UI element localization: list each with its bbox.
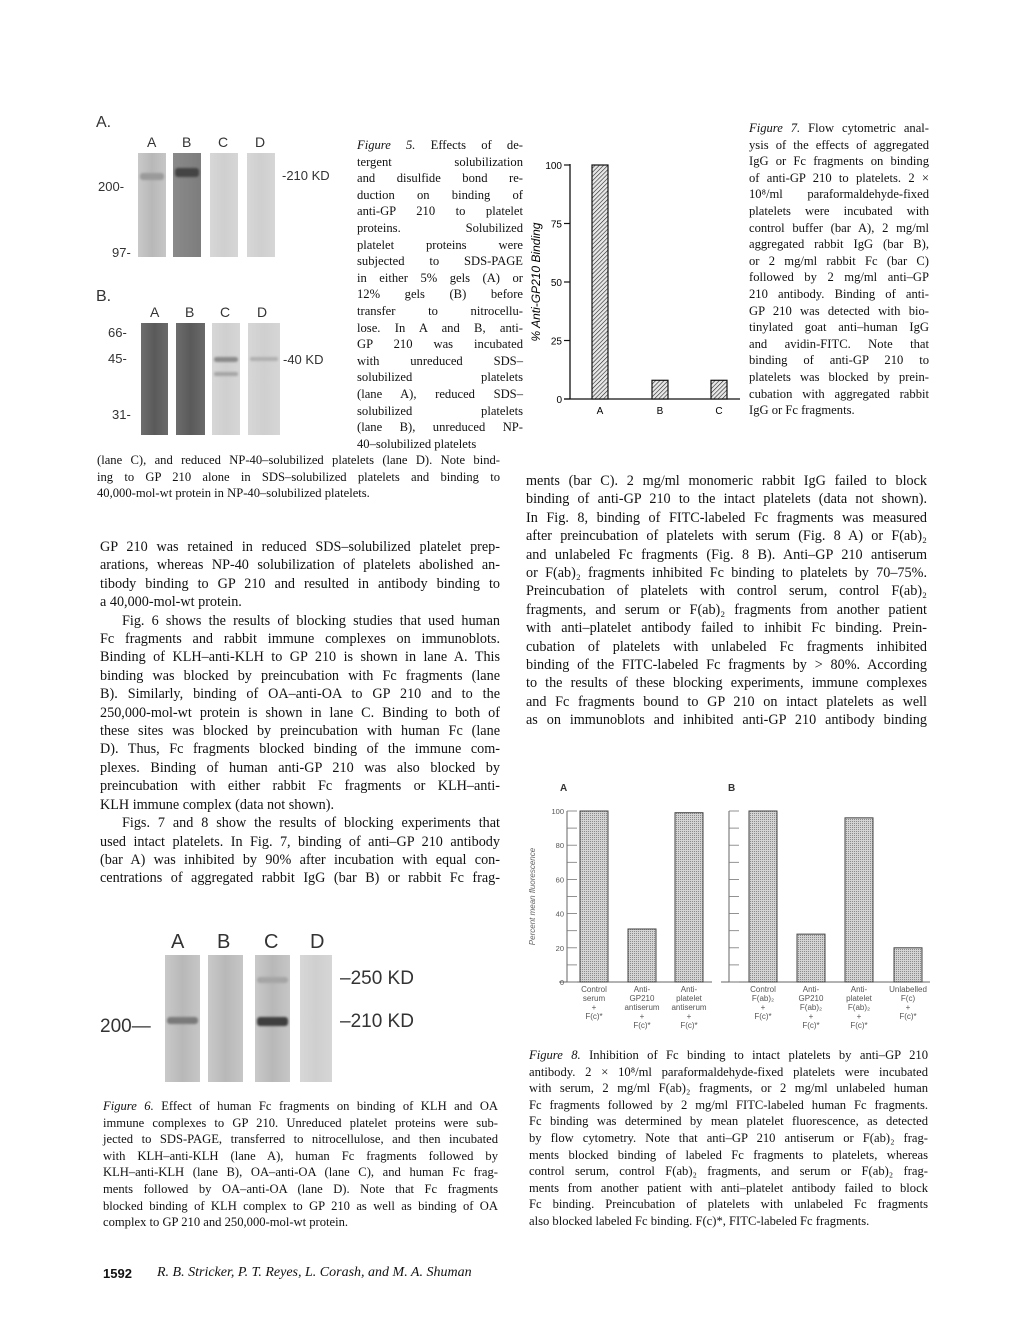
text-line: with unreduced SDS– [357, 353, 523, 368]
text-line: In Fig. 8, binding of FITC-labeled Fc fragments was measured [526, 509, 927, 526]
text-line: binding of anti-GP 210 to the intact platelets (data not shown). [526, 491, 927, 508]
text-line: (lane C), and reduced NP-40–solubilized platelets (lane D). Note bind- [97, 453, 500, 467]
text-line: ments blocked binding of labeled Fc fragments to platelets, whereas [529, 1147, 928, 1162]
text-line: in either 5% gels (A) or [357, 270, 523, 285]
x-tick-label: + [591, 1003, 597, 1012]
mw-marker: 200— [100, 1016, 151, 1037]
text-line: IgG or Fc fragments on binding [749, 154, 929, 169]
page-number: 1592 [103, 1266, 132, 1281]
x-tick-label: A [596, 406, 604, 417]
gel-lane [210, 153, 238, 257]
gel-lane [247, 153, 275, 257]
x-tick-label: Unlabelled [889, 985, 927, 994]
text-line: GP 210 was retained in reduced SDS–solubilized platelet prep- [100, 539, 500, 555]
text-line: after preincubation of platelets with serum (Fig. 8 A) or F(ab)₂ [526, 528, 927, 545]
text-line: plexes. Binding of human anti-GP 210 was also blocked by [100, 759, 500, 776]
x-tick-label: GP210 [629, 994, 655, 1003]
gel-lane [208, 955, 243, 1082]
bar [797, 934, 825, 982]
text-line: cubation of platelets with unlabeled Fc fragments inhibited [526, 638, 927, 655]
text-line: 40–solubilized platelets [357, 436, 477, 451]
y-tick-label: 100 [545, 161, 562, 172]
text-line: binding of the FITC-labeled Fc fragments by > 80%. According [526, 657, 927, 674]
text-line: solubilized platelets [357, 403, 523, 418]
text-line: IgG or Fc fragments. [749, 403, 855, 418]
text-line: and Fc fragments bound to GP 210 on intact platelets as well [526, 693, 927, 710]
text-line: or F(ab)₂ fragments inhibited Fc binding to platelets by 70–75%. [526, 565, 927, 582]
x-tick-label: F(c)* [850, 1021, 868, 1030]
x-tick-label: Anti- [850, 985, 868, 994]
bar [675, 813, 703, 982]
text-line: with anti–platelet antibody failed to inhibit Fc binding. Prein- [526, 620, 927, 637]
x-tick-label: platelet [676, 994, 702, 1003]
y-tick-label: 100 [551, 807, 564, 816]
text-line: platelet proteins were [357, 237, 523, 252]
bar [628, 929, 656, 982]
text-line: (lane A), reduced SDS– [357, 386, 523, 401]
gel-lane [300, 955, 332, 1082]
text-line: Fc binding. Preincubation of platelets with unlabeled Fc fragments [529, 1197, 928, 1212]
lane-label: D [310, 931, 325, 953]
text-line: transfer to nitrocellu- [357, 303, 523, 318]
lane-label: A [147, 134, 157, 150]
text-line: tinylated goat anti–human IgG [749, 320, 929, 335]
y-tick-label: 40 [555, 909, 564, 919]
figure-label: Figure 5. [357, 138, 416, 152]
mw-marker: 97- [112, 245, 131, 260]
lane-label: C [264, 931, 279, 953]
text-line: jected to SDS-PAGE, transferred to nitrocellulose, and then incubated [103, 1132, 498, 1147]
text-line: of anti-GP 210 to platelets. 2 × [749, 170, 929, 185]
y-tick-label: 0 [556, 395, 562, 406]
band-label: -40 KD [283, 352, 324, 367]
x-tick-label: F(c)* [633, 1021, 651, 1030]
text-line [103, 1098, 498, 1115]
x-tick-label: + [639, 1012, 645, 1021]
x-tick-label: Anti- [680, 985, 698, 994]
text-line: and unlabeled Fc fragments (Fig. 8 B). Anti–GP 210 antiserum [526, 546, 927, 563]
lane-label: C [220, 304, 231, 320]
text-line: arations, whereas NP-40 solubilization of platelets abolished an- [100, 557, 500, 574]
figure-7-caption [749, 120, 929, 419]
caption-text: Inhibition of Fc binding to intact platelets by anti–GP 210 [589, 1048, 928, 1062]
text-line: Fc binding was determined by mean platelet fluorescence, as detected [529, 1114, 928, 1129]
x-tick-label: F(ab)₂ [799, 1003, 823, 1012]
band-label: –210 KD [340, 1011, 414, 1032]
text-line: preincubation with either rabbit Fc fragments or KLH–anti- [100, 778, 500, 795]
text-line: a 40,000-mol-wt protein. [100, 594, 242, 611]
y-tick-label: 75 [550, 219, 562, 231]
figure-label: Figure 6. [103, 1099, 154, 1113]
y-axis-label: Percent mean fluorescence [528, 847, 537, 946]
x-tick-label: + [760, 1003, 766, 1012]
x-tick-label: platelet [846, 994, 872, 1003]
y-tick-label: 20 [555, 943, 564, 953]
text-line: 40,000-mol-wt protein in NP-40–solubilized platelets. [97, 486, 370, 501]
text-line: anti-GP 210 to platelet [357, 204, 523, 219]
text-line: (bar A) was inhibited by 90% after incubation with equal con- [100, 851, 500, 868]
x-tick-label: + [686, 1012, 692, 1021]
x-tick-label: F(c)* [802, 1021, 820, 1030]
y-tick-label: 60 [555, 875, 564, 885]
text-line: Figs. 7 and 8 show the results of blocking experiments that [122, 815, 500, 832]
text-line: solubilized platelets [357, 370, 523, 385]
text-line: Fig. 6 shows the results of blocking studies that used human [122, 612, 500, 629]
text-line: proteins. Solubilized [357, 220, 523, 235]
figure-8-chart [520, 775, 940, 1040]
text-line: with KLH–anti-KLH (lane A), human Fc fragments followed by [103, 1148, 498, 1163]
bar [749, 811, 777, 982]
text-line: fragments, and serum or F(ab)₂ fragments from another patient [526, 601, 927, 618]
x-tick-label: F(c)* [899, 1012, 917, 1021]
x-tick-label: F(c)* [585, 1012, 603, 1021]
gel-lane [165, 955, 200, 1082]
text-line: Fc fragments and rabbit immune complexes on immunoblots. [100, 631, 500, 648]
figure-8-caption [529, 1047, 928, 1230]
figure-7-chart [510, 110, 750, 430]
caption-text: Effect of human Fc fragments on binding of KLH and OA [161, 1099, 499, 1113]
lane-label: C [218, 134, 229, 150]
figure-label: Figure 7. [749, 121, 801, 135]
x-tick-label: F(c)* [680, 1021, 698, 1030]
text-line: and avidin-FITC. Note that [749, 336, 929, 351]
text-line: control buffer (bar A), 2 mg/ml [749, 220, 929, 235]
y-tick-label: 50 [550, 278, 562, 289]
y-tick-label: 25 [550, 336, 562, 348]
text-line: used intact platelets. In Fig. 7, binding of anti–GP 210 antibody [100, 833, 500, 850]
text-line: 250,000-mol-wt protein is shown in lane C. Binding to both of [100, 704, 500, 721]
text-line: immune complexes to GP 210. Unreduced platelet proteins were sub- [103, 1115, 498, 1130]
x-tick-label: C [715, 406, 723, 417]
y-tick-label: 80 [555, 841, 564, 851]
y-tick-label: 0 [559, 978, 564, 987]
text-line [749, 120, 929, 137]
lane-label: B [217, 931, 231, 953]
running-footer-authors: R. B. Stricker, P. T. Reyes, L. Corash, and M. A. Shuman [157, 1265, 472, 1280]
gel-lane [141, 323, 168, 435]
lane-label: B [185, 304, 195, 320]
text-line: ysis of the effects of aggregated [749, 137, 929, 152]
text-line: and disulfide bond re- [357, 171, 523, 186]
text-line: GP 210 was incubated [357, 337, 523, 352]
x-tick-label: F(c)* [754, 1012, 772, 1021]
gel-lane [212, 323, 240, 435]
x-tick-label: Control [750, 985, 776, 994]
lane-label: B [182, 134, 192, 150]
x-tick-label: Anti- [633, 985, 651, 994]
panel-b-label: B. [96, 288, 112, 305]
bar [652, 380, 668, 399]
caption-text: Flow cytometric anal- [808, 121, 929, 135]
text-line: tergent solubilization [357, 154, 523, 169]
text-line: GP 210 was detected with bio- [749, 303, 929, 318]
text-line: binding of anti-GP 210 to [749, 353, 929, 368]
text-line: blocked binding of KLH complex to GP 210 as well as binding of OA [103, 1198, 498, 1213]
text-line: duction on binding of [357, 187, 523, 202]
bar [580, 811, 608, 982]
text-line: B). Similarly, binding of OA–anti-OA to GP 210 and to the [100, 686, 500, 703]
text-line: D). Thus, Fc fragments blocked binding of the immune com- [100, 741, 500, 758]
text-line: platelets was blocked by prein- [749, 369, 929, 384]
figure-6-caption [103, 1098, 498, 1231]
text-line: or 2 mg/ml rabbit Fc (bar C) [749, 253, 929, 268]
gel-lane [255, 955, 290, 1082]
caption-text: Effects of de- [430, 138, 523, 152]
text-line [357, 137, 523, 154]
panel-a-label: A. [96, 114, 112, 131]
text-line: ments followed by OA–anti-OA (lane D). Note that Fc fragments [103, 1181, 498, 1196]
text-line: aggregated rabbit IgG (bar B), [749, 237, 929, 252]
text-line: tibody binding to GP 210 and resulted in antibody binding to [100, 575, 500, 592]
figure-5-caption-full [97, 452, 500, 502]
gel-lane [138, 153, 166, 257]
bar [845, 818, 873, 982]
text-line: followed by 2 mg/ml anti–GP [749, 270, 929, 285]
text-line: KLH immune complex (data not shown). [100, 796, 335, 813]
panel-label: B [728, 783, 736, 794]
text-line: to the results of these blocking experiments, immune complexes [526, 675, 927, 692]
lane-label: D [255, 134, 266, 150]
lane-label: A [171, 931, 185, 953]
text-line: by flow cytometry. Note that anti–GP 210 antiserum or F(ab)₂ frag- [529, 1130, 928, 1145]
panel-label: A [560, 783, 568, 794]
text-line: Fc fragments followed by 2 mg/ml FITC-labeled human Fc fragments. [529, 1097, 928, 1112]
x-tick-label: + [808, 1012, 814, 1021]
mw-marker: 200- [98, 179, 125, 194]
text-line: ing to GP 210 alone in SDS–solubilized platelets and binding to [97, 469, 500, 484]
text-line: lose. In A and B, anti- [357, 320, 523, 335]
gel-lane [176, 323, 205, 435]
y-axis-label: % Anti-GP210 Binding [529, 222, 543, 342]
text-line: subjected to SDS-PAGE [357, 254, 523, 269]
bar [711, 380, 727, 399]
x-tick-label: GP210 [798, 994, 824, 1003]
mw-marker: 31- [112, 407, 131, 422]
bar [894, 948, 922, 982]
x-tick-label: Anti- [802, 985, 820, 994]
body-text-right [526, 472, 927, 730]
text-line: as on immunoblots and inhibited anti-GP 210 antibody binding [526, 712, 927, 729]
text-line: cubation with aggregated rabbit [749, 386, 929, 401]
text-line: platelets were incubated with [749, 203, 929, 218]
x-tick-label: F(ab)₂ [751, 994, 775, 1003]
x-tick-label: antiserum [624, 1003, 660, 1012]
x-tick-label: F(ab)₂ [847, 1003, 871, 1012]
text-line: complex to GP 210 and 250,000-mol-wt protein. [103, 1215, 349, 1230]
text-line: binding was blocked by preincubation with Fc fragments (lane [100, 667, 500, 684]
text-line: 210 antibody. Binding of anti- [749, 286, 929, 301]
figure-label: Figure 8. [529, 1048, 581, 1062]
figure-5-caption-side [357, 137, 523, 452]
lane-label: A [150, 304, 160, 320]
body-text-left [100, 538, 500, 888]
gel-lane [248, 323, 280, 435]
band-label: -210 KD [282, 168, 330, 183]
gel-lane [173, 153, 201, 257]
text-line: control serum, control F(ab)₂ fragments, and serum or F(ab)₂ frag- [529, 1164, 928, 1179]
x-tick-label: serum [582, 994, 606, 1003]
mw-marker: 66- [108, 325, 127, 340]
text-line: ments from another patient with anti–platelet antibody failed to block [529, 1180, 928, 1195]
x-tick-label: Control [581, 985, 607, 994]
bar [592, 165, 608, 399]
x-tick-label: + [905, 1003, 911, 1012]
text-line: 12% gels (B) before [357, 287, 523, 302]
text-line: antibody. 2 × 10⁸/ml paraformaldehyde-fixed platelets were incubated [529, 1064, 928, 1079]
lane-label: D [257, 304, 268, 320]
text-line: with serum, 2 mg/ml F(ab)₂ fragments, or 2 mg/ml unlabeled human [529, 1081, 928, 1096]
text-line: 10⁸/ml paraformaldehyde-fixed [749, 187, 929, 202]
text-line: Binding of KLH–anti-KLH to GP 210 is shown in lane A. This [100, 649, 500, 666]
text-line: also blocked labeled Fc binding. F(c)*, FITC-labeled Fc fragments. [529, 1213, 870, 1228]
text-line: ments (bar C). 2 mg/ml monomeric rabbit IgG failed to block [526, 473, 927, 489]
text-line: Preincubation of platelets with control serum, control F(ab)₂ [526, 583, 927, 600]
text-line: these sites was blocked by preincubation with human Fc (lane [100, 723, 500, 740]
text-line: KLH–anti-KLH (lane B), OA–anti-OA (lane C), and human Fc frag- [103, 1165, 498, 1180]
x-tick-label: + [856, 1012, 862, 1021]
text-line: centrations of aggregated rabbit IgG (bar B) or rabbit Fc frag- [100, 870, 500, 887]
text-line: (lane B), unreduced NP- [357, 420, 523, 435]
x-tick-label: B [656, 406, 664, 417]
mw-marker: 45- [108, 351, 127, 366]
x-tick-label: antiserum [671, 1003, 707, 1012]
text-line [529, 1047, 928, 1064]
band-label: –250 KD [340, 968, 414, 989]
x-tick-label: F(c) [900, 994, 916, 1003]
